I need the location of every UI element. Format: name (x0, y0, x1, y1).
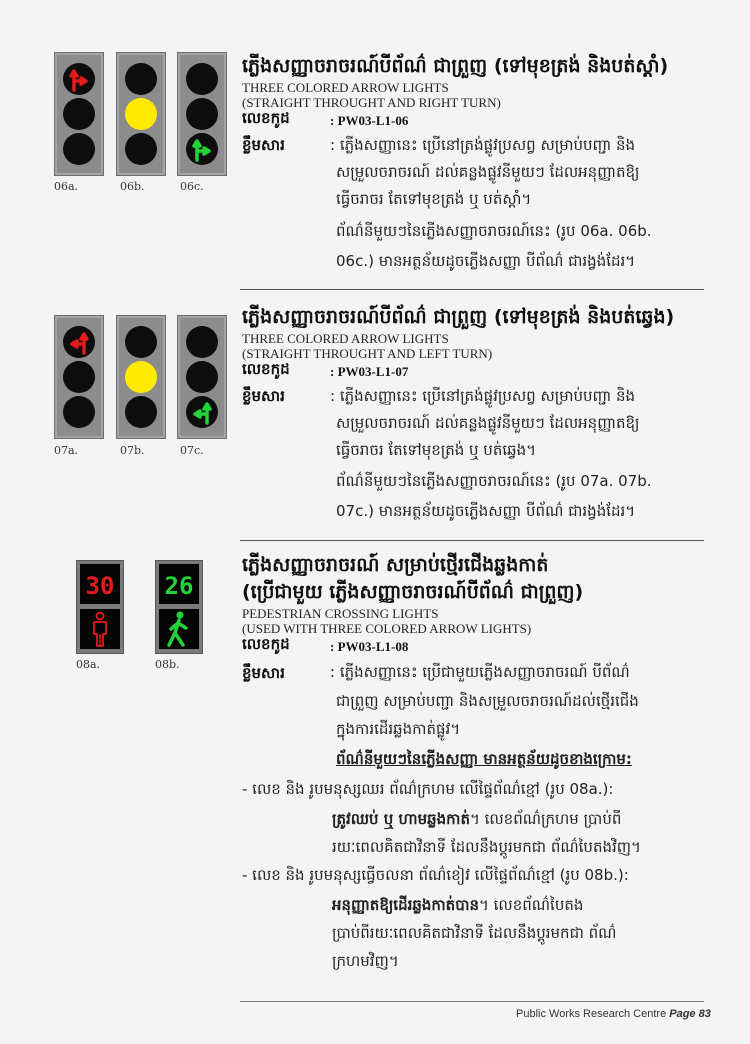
caption: 08a. (76, 658, 101, 671)
code-value: : PW03-L1-06 (330, 113, 409, 128)
detail-text: ។ លេខព័ណ៌បៃតង (479, 896, 584, 914)
caption: 06a. (54, 180, 79, 193)
body-line: : ភ្លើងសញ្ញានេះ ប្រើជាមួយភ្លើងសញ្ញាចរាចរណ៍ បីព័ណ៌ (330, 663, 630, 681)
lamp-off (125, 133, 157, 165)
body-line: រយៈពេលគិតជាវិនាទី ដែលនឹងប្តូរមកជា ព័ណ៌បៃតងវិញ។ (332, 838, 641, 856)
section-title-en: PEDESTRIAN CROSSING LIGHTS (242, 606, 439, 621)
body-line: ព័ណ៌នីមួយៗនៃភ្លើងសញ្ញាចរាចរណ៍នេះ (រូប 06a. 06b. (336, 222, 652, 240)
traffic-light-06b (116, 52, 166, 176)
caption: 06b. (120, 180, 145, 193)
caption: 07a. (54, 444, 79, 457)
section-title-en: THREE COLORED ARROW LIGHTS (242, 80, 449, 95)
list-item: - លេខ និង រូបមនុស្សធ្វើចលនា ព័ណ៌ខៀវ លើផ្ទៃព័ណ៌ខ្មៅ (រូប 08b.): (242, 866, 629, 884)
meaning-label: ខ្លឹមសារ (242, 387, 285, 405)
green-arrow-lamp (186, 133, 218, 165)
lamp-off (63, 133, 95, 165)
straight-left-arrow-icon (186, 396, 218, 428)
straight-right-arrow-icon (63, 63, 95, 95)
body-line: 06c.) មានអត្ថន័យដូចភ្លើងសញ្ញា បីព័ណ៌ ជារង្វង់ដែរ។ (336, 252, 636, 270)
body-line: 07c.) មានអត្ថន័យដូចភ្លើងសញ្ញា បីព័ណ៌ ជារង្វង់ដែរ។ (336, 502, 636, 520)
body-line: ជាព្រួញ សម្រាប់បញ្ជា និងសម្រួលចរាចរណ៍ដល់ថ្មើរជើង (336, 692, 639, 710)
countdown-display (159, 564, 199, 604)
green-arrow-lamp (186, 396, 218, 428)
lamp-off (125, 326, 157, 358)
pedestrian-display (80, 609, 120, 649)
section-subtitle-en: (USED WITH THREE COLORED ARROW LIGHTS) (242, 621, 532, 636)
section-title-kh-2: (ប្រើជាមួយ ភ្លើងសញ្ញាចរាចរណ៍បីព័ណ៌ ជាព្រួញ) (242, 581, 584, 603)
body-line: ប្រាប់ពីរយៈពេលគិតជាវិនាទី ដែលនឹងប្តូរមកជា ព័ណ៌ (332, 924, 617, 942)
traffic-light-07a (54, 315, 104, 439)
body-line: ធ្វើចរាចរ តែទៅមុខត្រង់ ឬ បត់ស្តាំ។ (336, 190, 532, 208)
straight-right-arrow-icon (186, 133, 218, 165)
body-line: : ភ្លើងសញ្ញានេះ ប្រើនៅត្រង់ផ្លូវប្រសព្វ សម្រាប់បញ្ជា និង (330, 136, 636, 154)
footer-org: Public Works Research Centre (516, 1008, 667, 1020)
page-number: Page 83 (669, 1008, 711, 1020)
code-value: : PW03-L1-08 (330, 639, 409, 654)
section-title-kh: ភ្លើងសញ្ញាចរាចរណ៍ សម្រាប់ថ្មើរជើងឆ្លងកាត់ (242, 554, 549, 576)
caption: 07c. (180, 444, 204, 457)
traffic-light-06a (54, 52, 104, 176)
lamp-off (186, 326, 218, 358)
yellow-lamp (125, 361, 157, 393)
section-divider (240, 289, 704, 290)
detail-text: ។ លេខព័ណ៌ក្រហម ប្រាប់ពី (469, 810, 622, 828)
straight-left-arrow-icon (63, 326, 95, 358)
countdown-green: 26 (164, 572, 194, 600)
code-label: លេខកូដ (242, 360, 290, 378)
pedestrian-light-08b (155, 560, 203, 654)
section-subtitle-en: (STRAIGHT THROUGHT AND LEFT TURN) (242, 346, 493, 361)
emphasis-text: ត្រូវឈប់ ឬ ហាមឆ្លងកាត់ (332, 810, 470, 828)
section-title-en: THREE COLORED ARROW LIGHTS (242, 331, 449, 346)
lamp-off (63, 396, 95, 428)
pedestrian-light-08a (76, 560, 124, 654)
code-label: លេខកូដ (242, 635, 290, 653)
caption: 08b. (155, 658, 180, 671)
body-line: : ភ្លើងសញ្ញានេះ ប្រើនៅត្រង់ផ្លូវប្រសព្វ សម្រាប់បញ្ជា និង (330, 387, 636, 405)
footer-rule (240, 1001, 704, 1002)
list-item-detail (332, 806, 621, 833)
section-subtitle-en: (STRAIGHT THROUGHT AND RIGHT TURN) (242, 95, 501, 110)
meaning-label: ខ្លឹមសារ (242, 136, 285, 154)
body-line: ធ្វើចរាចរ តែទៅមុខត្រង់ ឬ បត់ឆ្វេង។ (336, 441, 537, 459)
lamp-off (186, 361, 218, 393)
code-label: លេខកូដ (242, 109, 290, 127)
red-arrow-lamp (63, 326, 95, 358)
section-title-kh: ភ្លើងសញ្ញាចរាចរណ៍បីព័ណ៌ ជាព្រួញ (ទៅមុខត្រង់ និងបត់ស្តាំ) (242, 55, 669, 77)
lamp-off (125, 396, 157, 428)
section-divider (240, 540, 704, 541)
body-line: ក្នុងការដើរឆ្លងកាត់ផ្លូវ។ (336, 720, 461, 738)
pedestrian-display (159, 609, 199, 649)
page-footer (516, 1008, 711, 1020)
body-line: ព័ណ៌នីមួយៗនៃភ្លើងសញ្ញាចរាចរណ៍នេះ (រូប 07a. 07b. (336, 472, 652, 490)
traffic-light-07b (116, 315, 166, 439)
body-line: សម្រួលចរាចរណ៍ ដល់គន្លងផ្លូវនីមួយៗ ដែលអនុញ្ញាតឱ្យ (336, 414, 640, 432)
list-item-detail (332, 892, 583, 919)
lamp-off (125, 63, 157, 95)
lamp-off (63, 361, 95, 393)
lamp-off (186, 98, 218, 130)
yellow-lamp (125, 98, 157, 130)
standing-person-icon (80, 609, 120, 649)
body-line: ក្រហមវិញ។ (332, 952, 399, 970)
emphasis-text: អនុញ្ញាតឱ្យដើរឆ្លងកាត់បាន (332, 896, 479, 914)
caption: 07b. (120, 444, 145, 457)
body-line: សម្រួលចរាចរណ៍ ដល់គន្លងផ្លូវនីមួយៗ ដែលអនុញ្ញាតឱ្យ (336, 163, 640, 181)
walking-person-icon (159, 609, 199, 649)
meaning-subheading: ព័ណ៌នីមួយៗនៃភ្លើងសញ្ញា មានអត្ថន័យដូចខាងក្រោម: (336, 750, 632, 768)
traffic-light-06c (177, 52, 227, 176)
countdown-display (80, 564, 120, 604)
traffic-light-07c (177, 315, 227, 439)
code-value: : PW03-L1-07 (330, 364, 409, 379)
lamp-off (63, 98, 95, 130)
lamp-off (186, 63, 218, 95)
section-title-kh: ភ្លើងសញ្ញាចរាចរណ៍បីព័ណ៌ ជាព្រួញ (ទៅមុខត្រង់ និងបត់ឆ្វេង) (242, 306, 675, 328)
red-arrow-lamp (63, 63, 95, 95)
countdown-red: 30 (85, 572, 115, 600)
meaning-label: ខ្លឹមសារ (242, 664, 285, 682)
list-item: - លេខ និង រូបមនុស្សឈរ ព័ណ៌ក្រហម លើផ្ទៃព័ណ៌ខ្មៅ (រូប 08a.): (242, 780, 614, 798)
caption: 06c. (180, 180, 204, 193)
